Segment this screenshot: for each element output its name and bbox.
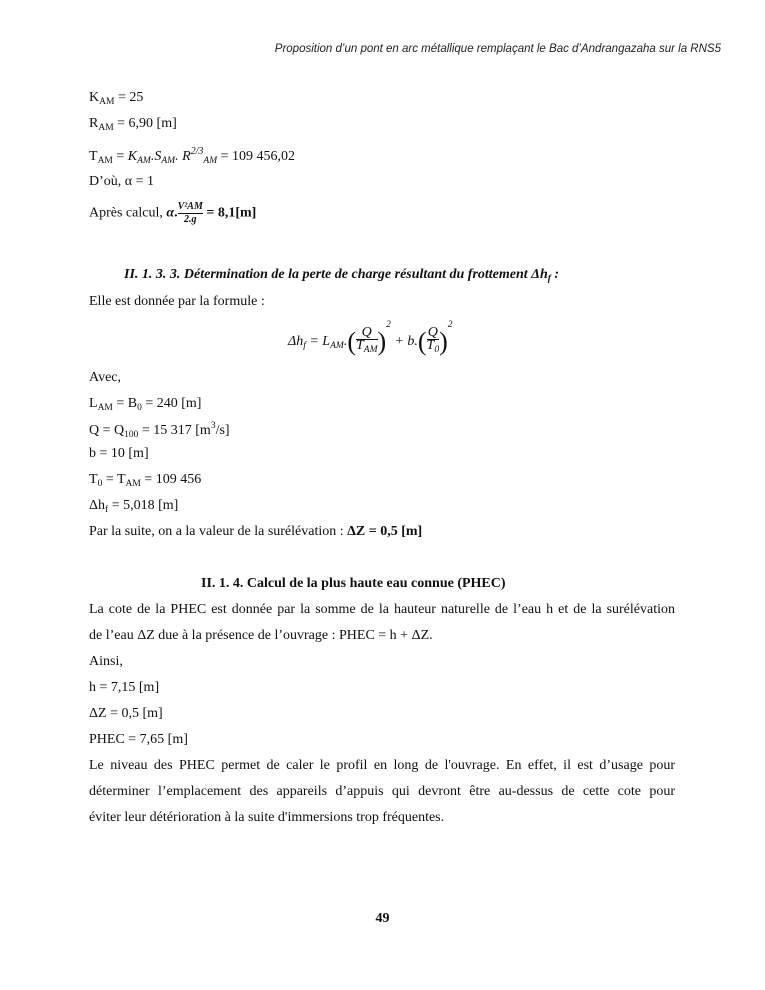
ainsi-label: Ainsi, [89,654,123,669]
section-friction-title: II. 1. 3. 3. Détermination de la perte de charge résultant du frottement $\Delta h_f$ : [124,267,560,284]
phec-para1-line2: de l’eau ΔZ due à la présence de l’ouvrage : PHEC = h + ΔZ. [89,628,433,643]
value-b: b = 10 [m] [89,446,149,461]
value-dz: ΔZ = 0,5 [m] [89,706,163,721]
value-t: $T_0 = T_{AM} = 109$ 456 [89,472,202,489]
value-h: h = 7,15 [m] [89,680,160,695]
phec-para2-line2: déterminer l’emplacement des appareils d’appuis qui devront être au-dessus de cette cote pour [89,784,675,799]
velocity-head-fraction: $\frac{\text{V²AM}}{2.g}$ [177,201,203,225]
phec-para1-line1: La cote de la PHEC est donnée par la somme de la hauteur naturelle de l’eau h et de la surélévation [89,602,675,617]
page-number: 49 [375,911,390,926]
alpha-line: D’où, α = 1 [89,174,155,189]
param-kam: $K_{AM} = 25$ [89,90,144,107]
suite-line: Par la suite, on a la valeur de la surélévation : ΔZ = 0,5 [m] [89,524,423,539]
phec-para2-line1: Le niveau des PHEC permet de caler le profil en long de l'ouvrage. En effet, il est d’usage pour [89,758,675,773]
value-phec: PHEC = 7,65 [m] [89,732,188,747]
apres-calcul-line: Après calcul, α. $\frac{\text{V²AM}}{2.g}$ = 8,1[m] [89,201,257,225]
param-tam: $T_{AM} = K_{AM}.S_{AM}$. $R^{2/3}_{AM} = 109$ 456,02 [89,146,296,166]
section-phec-title: II. 1. 4. Calcul de la plus haute eau connue (PHEC) [201,576,506,591]
friction-intro: Elle est donnée par la formule : [89,294,265,309]
value-l: $L_{AM} = B_0 = 240$ [m] [89,396,202,413]
value-q: $Q = Q_{100} = 15$ 317 $[m^3/s]$ [89,421,230,440]
avec-label: Avec, [89,370,121,385]
value-dh: $\Delta h_f = 5,018$ [m] [89,498,179,515]
param-ram: $R_{AM} = 6,90$ [m] [89,116,177,133]
running-header: Proposition d’un pont en arc métallique remplaçant le Bac d’Andrangazaha sur la RNS5 [274,43,721,55]
friction-formula: $\Delta h_f = L_{AM}$.( $\frac{Q}{T_{AM}}$ )$^2$ + b.( $\frac{Q}{T_0}$ )$^2$ [288,320,453,356]
phec-para2-line3: éviter leur détérioration à la suite d'immersions trop fréquentes. [89,810,445,825]
